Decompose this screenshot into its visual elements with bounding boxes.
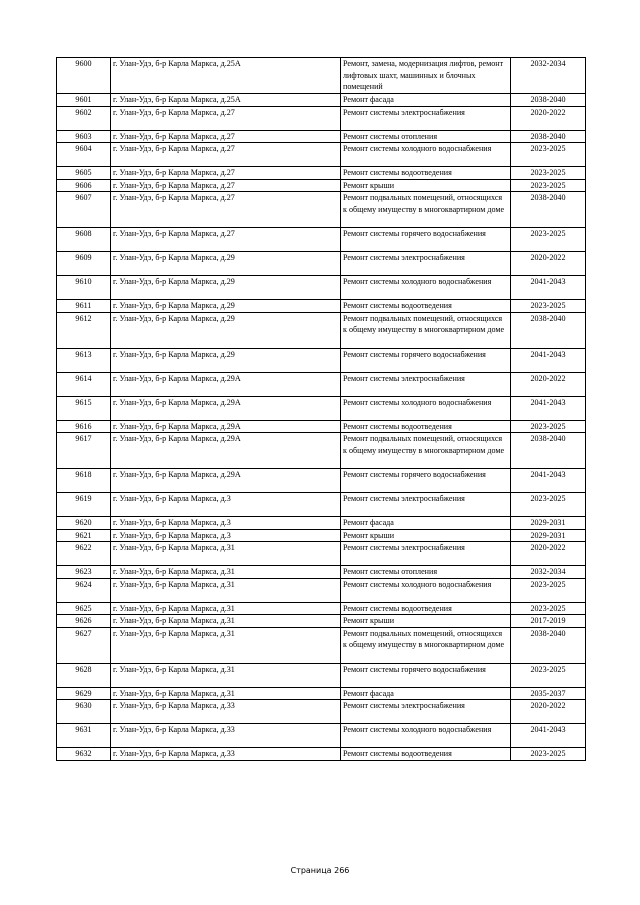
page-number: Страница 266 (290, 866, 350, 875)
period-cell: 2041-2043 (511, 396, 586, 420)
period-cell: 2035-2037 (511, 687, 586, 700)
table-row (57, 179, 586, 192)
address-cell: г. Улан-Удэ, б-р Карла Маркса, д.29 (111, 276, 341, 300)
table-row (57, 106, 586, 130)
address-cell: г. Улан-Удэ, б-р Карла Маркса, д.31 (111, 542, 341, 566)
address-cell: г. Улан-Удэ, б-р Карла Маркса, д.33 (111, 724, 341, 748)
table-row (57, 748, 586, 761)
address-cell: г. Улан-Удэ, б-р Карла Маркса, д.29 (111, 348, 341, 372)
work-type-cell: Ремонт системы отопления (341, 130, 511, 143)
table-row (57, 529, 586, 542)
period-cell: 2023-2025 (511, 602, 586, 615)
work-type-cell: Ремонт фасада (341, 517, 511, 530)
address-cell: г. Улан-Удэ, б-р Карла Маркса, д.31 (111, 566, 341, 579)
period-cell: 2020-2022 (511, 542, 586, 566)
period-cell: 2023-2025 (511, 578, 586, 602)
row-number: 9625 (57, 602, 111, 615)
work-type-cell: Ремонт системы отопления (341, 566, 511, 579)
address-cell: г. Улан-Удэ, б-р Карла Маркса, д.27 (111, 167, 341, 180)
address-cell: г. Улан-Удэ, б-р Карла Маркса, д.3 (111, 493, 341, 517)
table-row (57, 94, 586, 107)
row-number: 9619 (57, 493, 111, 517)
table-row (57, 578, 586, 602)
table-row (57, 396, 586, 420)
work-type-cell: Ремонт системы холодного водоснабжения (341, 276, 511, 300)
period-cell: 2023-2025 (511, 748, 586, 761)
table-row (57, 724, 586, 748)
address-cell: г. Улан-Удэ, б-р Карла Маркса, д.25А (111, 94, 341, 107)
row-number: 9617 (57, 433, 111, 469)
work-type-cell: Ремонт, замена, модернизация лифтов, ремонт лифтовых шахт, машинных и блочных помещений (341, 58, 511, 94)
row-number: 9601 (57, 94, 111, 107)
table-row (57, 58, 586, 94)
table-row (57, 542, 586, 566)
work-type-cell: Ремонт системы электроснабжения (341, 252, 511, 276)
work-type-cell: Ремонт системы холодного водоснабжения (341, 578, 511, 602)
work-type-cell: Ремонт системы электроснабжения (341, 372, 511, 396)
table-row (57, 300, 586, 313)
address-cell: г. Улан-Удэ, б-р Карла Маркса, д.3 (111, 529, 341, 542)
row-number: 9605 (57, 167, 111, 180)
period-cell: 2038-2040 (511, 192, 586, 228)
work-type-cell: Ремонт системы электроснабжения (341, 700, 511, 724)
table-row (57, 469, 586, 493)
address-cell: г. Улан-Удэ, б-р Карла Маркса, д.29А (111, 372, 341, 396)
table-row (57, 627, 586, 663)
period-cell: 2023-2025 (511, 493, 586, 517)
period-cell: 2038-2040 (511, 627, 586, 663)
row-number: 9629 (57, 687, 111, 700)
table-row (57, 312, 586, 348)
period-cell: 2020-2022 (511, 252, 586, 276)
work-type-cell: Ремонт системы водоотведения (341, 167, 511, 180)
table-row (57, 252, 586, 276)
table-row (57, 700, 586, 724)
work-type-cell: Ремонт системы электроснабжения (341, 493, 511, 517)
row-number: 9623 (57, 566, 111, 579)
address-cell: г. Улан-Удэ, б-р Карла Маркса, д.25А (111, 58, 341, 94)
table-row (57, 517, 586, 530)
row-number: 9614 (57, 372, 111, 396)
row-number: 9615 (57, 396, 111, 420)
period-cell: 2020-2022 (511, 372, 586, 396)
work-type-cell: Ремонт системы горячего водоснабжения (341, 469, 511, 493)
period-cell: 2029-2031 (511, 517, 586, 530)
work-type-cell: Ремонт фасада (341, 687, 511, 700)
period-cell: 2023-2025 (511, 663, 586, 687)
period-cell: 2032-2034 (511, 58, 586, 94)
work-type-cell: Ремонт крыши (341, 179, 511, 192)
table-row (57, 602, 586, 615)
work-type-cell: Ремонт системы горячего водоснабжения (341, 663, 511, 687)
work-type-cell: Ремонт подвальных помещений, относящихся к общему имуществу в многоквартирном доме (341, 312, 511, 348)
row-number: 9630 (57, 700, 111, 724)
work-type-cell: Ремонт фасада (341, 94, 511, 107)
period-cell: 2032-2034 (511, 566, 586, 579)
period-cell: 2038-2040 (511, 312, 586, 348)
work-type-cell: Ремонт системы холодного водоснабжения (341, 724, 511, 748)
table-row (57, 615, 586, 628)
table-row (57, 228, 586, 252)
address-cell: г. Улан-Удэ, б-р Карла Маркса, д.27 (111, 130, 341, 143)
table-row (57, 493, 586, 517)
row-number: 9607 (57, 192, 111, 228)
address-cell: г. Улан-Удэ, б-р Карла Маркса, д.31 (111, 663, 341, 687)
period-cell: 2029-2031 (511, 529, 586, 542)
row-number: 9600 (57, 58, 111, 94)
address-cell: г. Улан-Удэ, б-р Карла Маркса, д.33 (111, 748, 341, 761)
address-cell: г. Улан-Удэ, б-р Карла Маркса, д.29А (111, 433, 341, 469)
period-cell: 2023-2025 (511, 300, 586, 313)
table-row (57, 433, 586, 469)
address-cell: г. Улан-Удэ, б-р Карла Маркса, д.29 (111, 252, 341, 276)
work-type-cell: Ремонт подвальных помещений, относящихся к общему имуществу в многоквартирном доме (341, 433, 511, 469)
address-cell: г. Улан-Удэ, б-р Карла Маркса, д.29 (111, 312, 341, 348)
work-type-cell: Ремонт подвальных помещений, относящихся к общему имуществу в многоквартирном доме (341, 627, 511, 663)
period-cell: 2038-2040 (511, 94, 586, 107)
work-type-cell: Ремонт системы холодного водоснабжения (341, 143, 511, 167)
address-cell: г. Улан-Удэ, б-р Карла Маркса, д.29А (111, 469, 341, 493)
address-cell: г. Улан-Удэ, б-р Карла Маркса, д.31 (111, 687, 341, 700)
table-row (57, 348, 586, 372)
address-cell: г. Улан-Удэ, б-р Карла Маркса, д.27 (111, 106, 341, 130)
table-row (57, 276, 586, 300)
work-type-cell: Ремонт крыши (341, 529, 511, 542)
capital-repair-table (56, 57, 586, 761)
address-cell: г. Улан-Удэ, б-р Карла Маркса, д.27 (111, 192, 341, 228)
address-cell: г. Улан-Удэ, б-р Карла Маркса, д.29 (111, 300, 341, 313)
period-cell: 2041-2043 (511, 469, 586, 493)
table-body (57, 58, 586, 761)
row-number: 9611 (57, 300, 111, 313)
row-number: 9622 (57, 542, 111, 566)
work-type-cell: Ремонт системы горячего водоснабжения (341, 228, 511, 252)
table-row (57, 130, 586, 143)
table-row (57, 372, 586, 396)
table-row (57, 566, 586, 579)
row-number: 9609 (57, 252, 111, 276)
period-cell: 2041-2043 (511, 348, 586, 372)
table-row (57, 420, 586, 433)
work-type-cell: Ремонт системы водоотведения (341, 300, 511, 313)
address-cell: г. Улан-Удэ, б-р Карла Маркса, д.3 (111, 517, 341, 530)
row-number: 9620 (57, 517, 111, 530)
row-number: 9627 (57, 627, 111, 663)
row-number: 9632 (57, 748, 111, 761)
row-number: 9621 (57, 529, 111, 542)
address-cell: г. Улан-Удэ, б-р Карла Маркса, д.31 (111, 602, 341, 615)
row-number: 9613 (57, 348, 111, 372)
table-row (57, 167, 586, 180)
row-number: 9603 (57, 130, 111, 143)
period-cell: 2038-2040 (511, 130, 586, 143)
row-number: 9606 (57, 179, 111, 192)
row-number: 9631 (57, 724, 111, 748)
address-cell: г. Улан-Удэ, б-р Карла Маркса, д.31 (111, 578, 341, 602)
row-number: 9624 (57, 578, 111, 602)
table-row (57, 687, 586, 700)
period-cell: 2023-2025 (511, 143, 586, 167)
table-row (57, 192, 586, 228)
table-row (57, 663, 586, 687)
period-cell: 2038-2040 (511, 433, 586, 469)
period-cell: 2041-2043 (511, 724, 586, 748)
row-number: 9612 (57, 312, 111, 348)
table-row (57, 143, 586, 167)
row-number: 9626 (57, 615, 111, 628)
work-type-cell: Ремонт подвальных помещений, относящихся к общему имуществу в многоквартирном доме (341, 192, 511, 228)
row-number: 9618 (57, 469, 111, 493)
address-cell: г. Улан-Удэ, б-р Карла Маркса, д.29А (111, 396, 341, 420)
work-type-cell: Ремонт системы электроснабжения (341, 542, 511, 566)
address-cell: г. Улан-Удэ, б-р Карла Маркса, д.33 (111, 700, 341, 724)
row-number: 9608 (57, 228, 111, 252)
address-cell: г. Улан-Удэ, б-р Карла Маркса, д.31 (111, 615, 341, 628)
work-type-cell: Ремонт крыши (341, 615, 511, 628)
row-number: 9604 (57, 143, 111, 167)
period-cell: 2023-2025 (511, 420, 586, 433)
row-number: 9616 (57, 420, 111, 433)
row-number: 9610 (57, 276, 111, 300)
address-cell: г. Улан-Удэ, б-р Карла Маркса, д.27 (111, 143, 341, 167)
address-cell: г. Улан-Удэ, б-р Карла Маркса, д.29А (111, 420, 341, 433)
work-type-cell: Ремонт системы водоотведения (341, 420, 511, 433)
period-cell: 2041-2043 (511, 276, 586, 300)
address-cell: г. Улан-Удэ, б-р Карла Маркса, д.31 (111, 627, 341, 663)
work-type-cell: Ремонт системы холодного водоснабжения (341, 396, 511, 420)
period-cell: 2020-2022 (511, 106, 586, 130)
work-type-cell: Ремонт системы водоотведения (341, 748, 511, 761)
period-cell: 2023-2025 (511, 228, 586, 252)
address-cell: г. Улан-Удэ, б-р Карла Маркса, д.27 (111, 179, 341, 192)
work-type-cell: Ремонт системы электроснабжения (341, 106, 511, 130)
row-number: 9628 (57, 663, 111, 687)
period-cell: 2023-2025 (511, 179, 586, 192)
period-cell: 2017-2019 (511, 615, 586, 628)
address-cell: г. Улан-Удэ, б-р Карла Маркса, д.27 (111, 228, 341, 252)
period-cell: 2020-2022 (511, 700, 586, 724)
period-cell: 2023-2025 (511, 167, 586, 180)
work-type-cell: Ремонт системы водоотведения (341, 602, 511, 615)
work-type-cell: Ремонт системы горячего водоснабжения (341, 348, 511, 372)
row-number: 9602 (57, 106, 111, 130)
